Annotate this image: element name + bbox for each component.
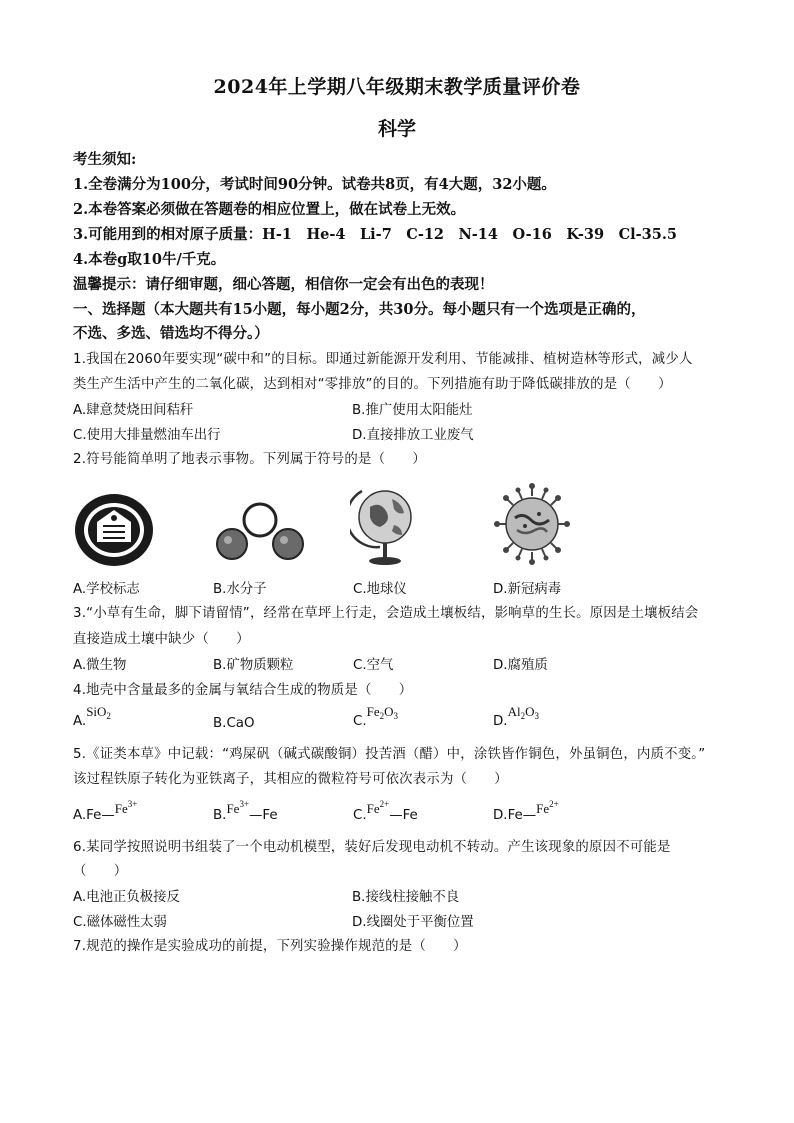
q2-stem: 2.符号能简单明了地表示事物。下列属于符号的是（ ）	[73, 452, 426, 467]
q5-c-fe2-ion: $Fe^{2+}$	[366, 799, 390, 816]
q2-option-c: C.地球仪	[353, 582, 407, 597]
q5-stem-line1: 5.《证类本草》中记载：“鸡屎矾（碱式碳酸铜）投苦酒（醋）中，涂铁皆作铜色，外虽铜色，内质不变。”	[73, 747, 706, 762]
notice-item-1: 1.全卷满分为100分，考试时间90分钟。试卷共8页，有4大题，32小题。	[73, 176, 556, 193]
q6-option-b: B.接线柱接触不良	[352, 890, 460, 905]
q4-option-c-letter: C.	[353, 714, 367, 729]
q4-option-a-letter: A.	[73, 714, 87, 729]
q6-option-d: D.线圈处于平衡位置	[352, 915, 474, 930]
exam-title: 2024年上学期八年级期末教学质量评价卷	[213, 76, 581, 98]
q4-option-b: B.CaO	[213, 716, 255, 731]
q6-stem-line1: 6.某同学按照说明书组装了一个电动机模型，装好后发现电动机不转动。产生该现象的原因不可能是	[73, 840, 671, 855]
q3-option-a: A.微生物	[73, 658, 127, 673]
q1-stem-line2: 类生产生活中产生的二氧化碳，达到相对“零排放”的目的。下列措施有助于降低碳排放的是（ ）	[73, 377, 672, 392]
section1-heading-line2: 不选、多选、错选均不得分。）	[73, 325, 269, 342]
water-molecule-image	[212, 500, 308, 564]
q5-option-d: $D.Fe—Fe^{2+}$	[493, 799, 559, 823]
notice-item-2: 2.本卷答案必须做在答题卷的相应位置上，做在试卷上无效。	[73, 201, 466, 218]
q1-option-a: A.肆意焚烧田间秸秆	[73, 403, 194, 418]
q5-b-fe3-ion: $Fe^{3+}$	[226, 799, 250, 816]
q5-option-b: $B.Fe^{3+}—Fe$	[213, 799, 278, 823]
q6-option-a: A.电池正负极接反	[73, 890, 180, 905]
q4-option-d-letter: D.	[493, 714, 508, 729]
q4-option-c	[353, 704, 398, 730]
q1-option-d: D.直接排放工业废气	[352, 428, 474, 443]
globe-image	[350, 481, 420, 569]
q2-option-b: B.水分子	[213, 582, 267, 597]
virus-image	[493, 482, 571, 566]
q3-stem-line1: 3.“小草有生命，脚下请留情”，经常在草坪上行走，会造成土壤板结，影响草的生长。原因是土壤板结会	[73, 606, 699, 621]
notice-heading: 考生须知:	[73, 151, 137, 168]
q5-d-fe2-ion: $Fe^{2+}$	[536, 799, 559, 816]
q5-option-c: $C.Fe^{2+}—Fe$	[353, 799, 418, 823]
q3-option-d: D.腐殖质	[493, 658, 548, 673]
q4-option-d	[493, 704, 539, 730]
q1-option-c: C.使用大排量燃油车出行	[73, 428, 221, 443]
q7-stem: 7.规范的操作是实验成功的前提，下列实验操作规范的是（ ）	[73, 939, 467, 954]
q4-formula-al2o3: $Al_2O_3$	[507, 704, 539, 721]
q5-option-a: $A.Fe—Fe^{3+}$	[73, 799, 138, 823]
q4-option-a	[73, 704, 111, 730]
q4-stem: 4.地壳中含量最多的金属与氧结合生成的物质是（ ）	[73, 683, 413, 698]
q5-stem-line2: 该过程铁原子转化为亚铁离子，其相应的微粒符号可依次表示为（ ）	[73, 772, 508, 787]
school-emblem-image	[73, 492, 155, 568]
q3-option-c: C.空气	[353, 658, 394, 673]
warm-tip: 温馨提示：请仔细审题，细心答题，相信你一定会有出色的表现！	[73, 276, 494, 293]
q2-option-d: D.新冠病毒	[493, 582, 562, 597]
q2-option-a: A.学校标志	[73, 582, 140, 597]
q5-a-fe3-ion: $Fe^{3+}$	[114, 799, 138, 816]
q3-option-b: B.矿物质颗粒	[213, 658, 294, 673]
section1-heading-line1: 一、选择题（本大题共有15小题，每小题2分，共30分。每小题只有一个选项是正确的，	[73, 301, 646, 318]
q1-option-b: B.推广使用太阳能灶	[352, 403, 473, 418]
q6-stem-line2: （ ）	[73, 864, 128, 879]
notice-item-3: 3.可能用到的相对原子质量：H-1 He-4 Li-7 C-12 N-14 O-16 K-39 Cl-35.5	[73, 226, 677, 243]
q6-option-c: C.磁体磁性太弱	[73, 915, 167, 930]
q3-stem-line2: 直接造成土壤中缺少（ ）	[73, 632, 250, 647]
subject-title: 科学	[377, 118, 416, 140]
q1-stem-line1: 1.我国在2060年要实现“碳中和”的目标。即通过新能源开发利用、节能减排、植树造林等形式，减少人	[73, 352, 693, 367]
notice-item-4: 4.本卷g取10牛/千克。	[73, 251, 226, 268]
q4-formula-sio2: SiO$_2$	[86, 704, 111, 721]
q4-formula-fe2o3: $Fe_2O_3$	[366, 704, 398, 721]
